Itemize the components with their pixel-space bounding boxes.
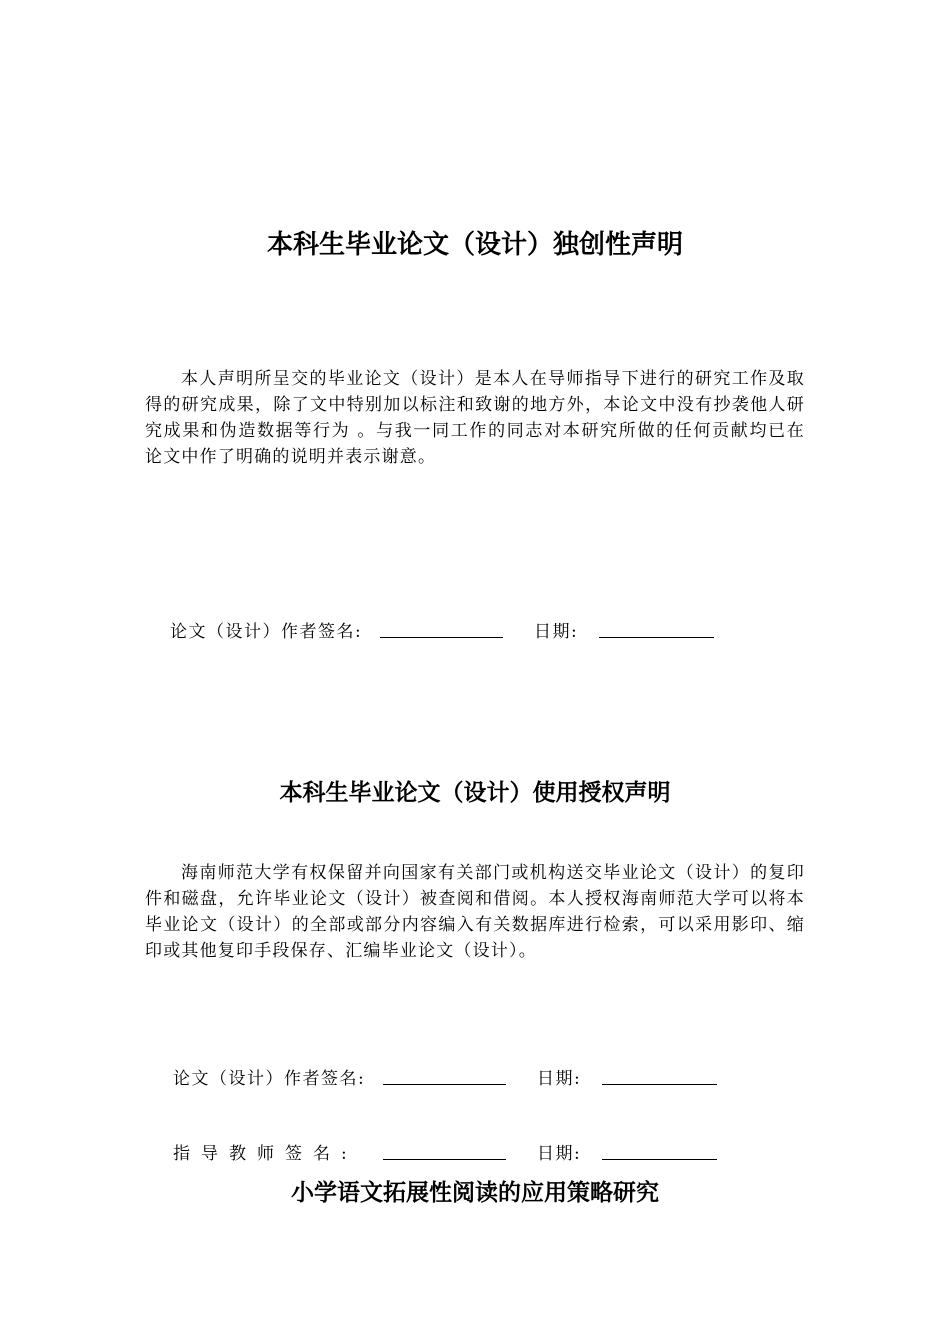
advisor-signature-line[interactable]	[383, 1159, 506, 1160]
date-line[interactable]	[602, 1084, 717, 1085]
advisor-signature-row	[173, 1139, 733, 1163]
author-signature-line[interactable]	[383, 1084, 506, 1085]
originality-declaration-title: 本科生毕业论文（设计）独创性声明	[266, 230, 683, 260]
advisor-signature-label: 指导教师签名:	[173, 1144, 358, 1164]
authorization-declaration-title: 本科生毕业论文（设计）使用授权声明	[279, 780, 671, 806]
author-signature-label: 论文（设计）作者签名:	[173, 1069, 366, 1089]
authorization-declaration-body: 海南师范大学有权保留并向国家有关部门或机构送交毕业论文（设计）的复印件和磁盘，允许毕业论文（设计）被查阅和借阅。本人授权海南师范大学可以将本毕业论文（设计）的全部或部分内容编入有关数据库进行检索，可以采用影印、缩印或其他复印手段保存、汇编毕业论文（设计）。	[145, 863, 805, 961]
date-line[interactable]	[599, 637, 714, 638]
originality-signature-row	[170, 617, 730, 641]
author-signature-label: 论文（设计）作者签名:	[170, 622, 363, 642]
author-signature-line[interactable]	[380, 637, 503, 638]
thesis-title: 小学语文拓展性阅读的应用策略研究	[291, 1180, 659, 1206]
originality-declaration-body: 本人声明所呈交的毕业论文（设计）是本人在导师指导下进行的研究工作及取得的研究成果，除了文中特别加以标注和致谢的地方外，本论文中没有抄袭他人研究成果和伪造数据等行为 。与我一同工作的同志对本研究所做的任何贡献均已在论文中作了明确的说明并表示谢意。	[145, 369, 805, 467]
advisor-date-label: 日期:	[537, 1144, 582, 1164]
date-label: 日期:	[537, 1069, 582, 1089]
date-label: 日期:	[534, 622, 579, 642]
authorization-signature-row	[173, 1064, 733, 1088]
advisor-date-line[interactable]	[602, 1159, 717, 1160]
